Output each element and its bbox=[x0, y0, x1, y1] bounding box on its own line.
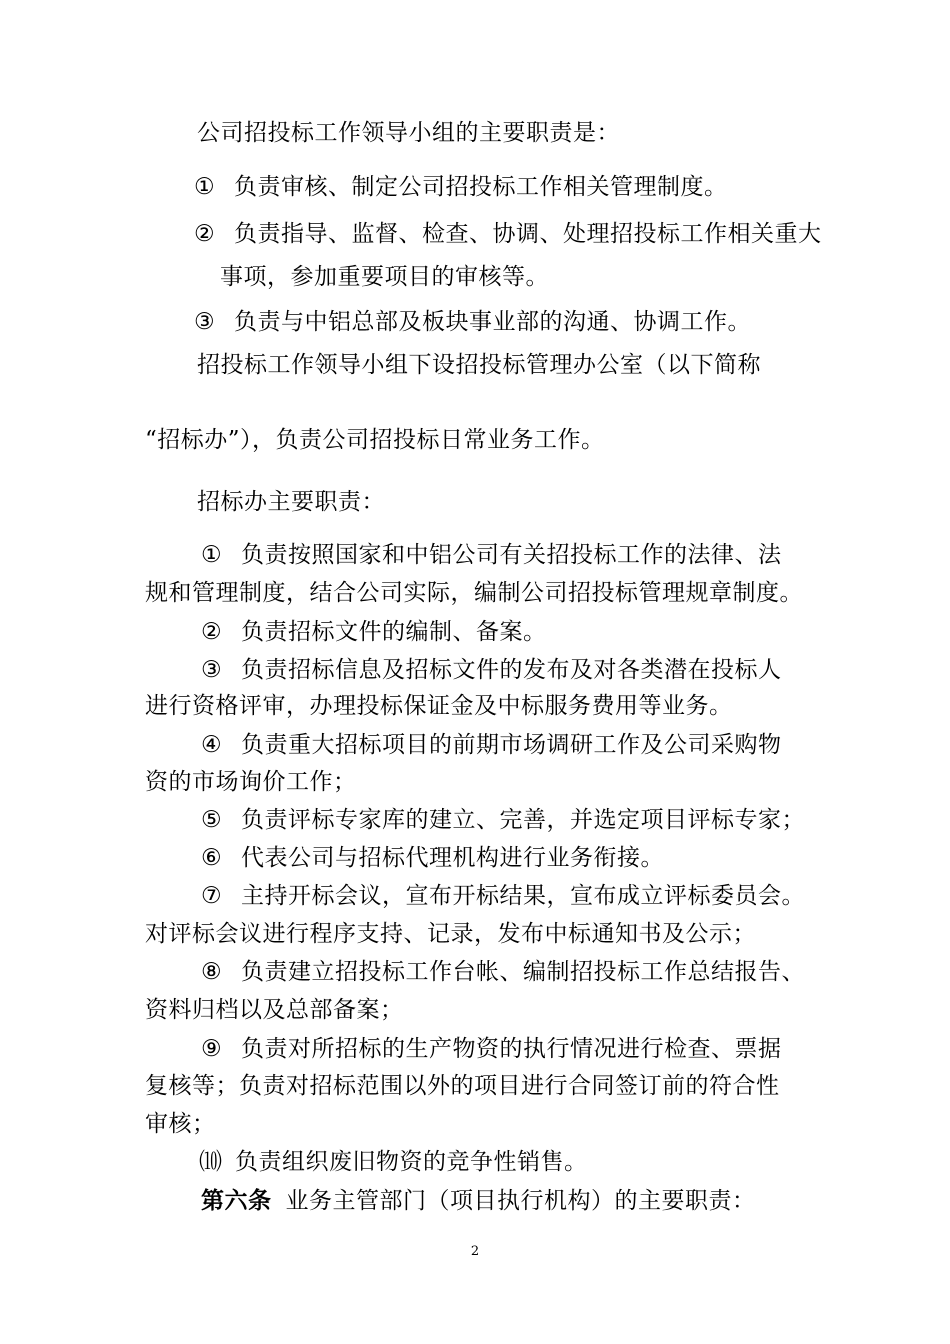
list-item-continuation: 资料归档以及总部备案； bbox=[145, 997, 404, 1023]
list-item-text: 负责评标专家库的建立、完善，并选定项目评标专家； bbox=[241, 807, 805, 833]
list-item-text: 负责指导、监督、检查、协调、处理招投标工作相关重大 bbox=[234, 221, 822, 247]
list-item bbox=[201, 881, 805, 911]
list-item bbox=[201, 540, 782, 570]
list-item bbox=[201, 805, 805, 835]
bid-office-intro: 招标办主要职责： bbox=[197, 489, 385, 515]
list-item-continuation: 复核等；负责对招标范围以外的项目进行合同签订前的符合性 bbox=[145, 1073, 780, 1099]
list-item-text: 负责按照国家和中铝公司有关招投标工作的法律、法 bbox=[241, 542, 782, 568]
list-item-text: 负责重大招标项目的前期市场调研工作及公司采购物 bbox=[241, 732, 782, 758]
list-item-text: 代表公司与招标代理机构进行业务衔接。 bbox=[241, 845, 664, 871]
list-item-continuation: 规和管理制度，结合公司实际，编制公司招投标管理规章制度。 bbox=[145, 580, 803, 606]
list-item bbox=[194, 219, 822, 249]
list-item bbox=[201, 730, 782, 760]
list-item bbox=[201, 957, 805, 987]
list-marker: ② bbox=[201, 619, 223, 645]
list-marker: ② bbox=[194, 221, 216, 247]
list-item bbox=[199, 1147, 588, 1177]
list-item-text: 负责与中铝总部及板块事业部的沟通、协调工作。 bbox=[234, 309, 751, 335]
office-paragraph-line-1: 招投标工作领导小组下设招投标管理办公室（以下简称 bbox=[197, 352, 761, 378]
article-6-heading bbox=[201, 1186, 756, 1216]
list-item-text: 负责招标文件的编制、备案。 bbox=[241, 619, 547, 645]
office-paragraph-line-2: “招标办”），负责公司招投标日常业务工作。 bbox=[145, 427, 605, 453]
list-marker: ⑧ bbox=[201, 959, 223, 985]
leader-group-intro: 公司招投标工作领导小组的主要职责是： bbox=[197, 120, 620, 146]
list-item-text: 负责建立招投标工作台帐、编制招投标工作总结报告、 bbox=[241, 959, 805, 985]
list-marker: ③ bbox=[194, 309, 216, 335]
list-item-continuation: 资的市场询价工作； bbox=[145, 769, 357, 795]
page-number: 2 bbox=[470, 1244, 480, 1259]
article-label: 第六条 bbox=[201, 1187, 272, 1214]
list-item-continuation: 对评标会议进行程序支持、记录，发布中标通知书及公示； bbox=[145, 921, 756, 947]
list-item-continuation: 进行资格评审，办理投标保证金及中标服务费用等业务。 bbox=[145, 693, 733, 719]
list-item-text: 负责审核、制定公司招投标工作相关管理制度。 bbox=[234, 174, 728, 200]
article-text: 业务主管部门（项目执行机构）的主要职责： bbox=[285, 1188, 756, 1214]
list-item bbox=[201, 655, 782, 685]
list-item-continuation: 审核； bbox=[145, 1111, 216, 1137]
list-marker: ⑨ bbox=[201, 1036, 223, 1062]
list-marker: ① bbox=[194, 174, 216, 200]
list-marker: ① bbox=[201, 542, 223, 568]
list-marker: ⑽ bbox=[199, 1149, 223, 1175]
list-item-text: 负责对所招标的生产物资的执行情况进行检查、票据 bbox=[241, 1036, 782, 1062]
list-item bbox=[201, 1034, 782, 1064]
list-marker: ④ bbox=[201, 732, 223, 758]
list-item bbox=[194, 307, 751, 337]
list-item-continuation: 事项，参加重要项目的审核等。 bbox=[220, 264, 549, 290]
list-item-text: 负责组织废旧物资的竞争性销售。 bbox=[235, 1149, 588, 1175]
list-item-text: 主持开标会议，宣布开标结果，宣布成立评标委员会。 bbox=[241, 883, 805, 909]
list-item bbox=[194, 172, 728, 202]
list-marker: ⑥ bbox=[201, 845, 223, 871]
list-item bbox=[201, 617, 547, 647]
list-marker: ⑤ bbox=[201, 807, 223, 833]
list-item-text: 负责招标信息及招标文件的发布及对各类潜在投标人 bbox=[241, 657, 782, 683]
list-marker: ⑦ bbox=[201, 883, 223, 909]
list-marker: ③ bbox=[201, 657, 223, 683]
list-item bbox=[201, 843, 664, 873]
